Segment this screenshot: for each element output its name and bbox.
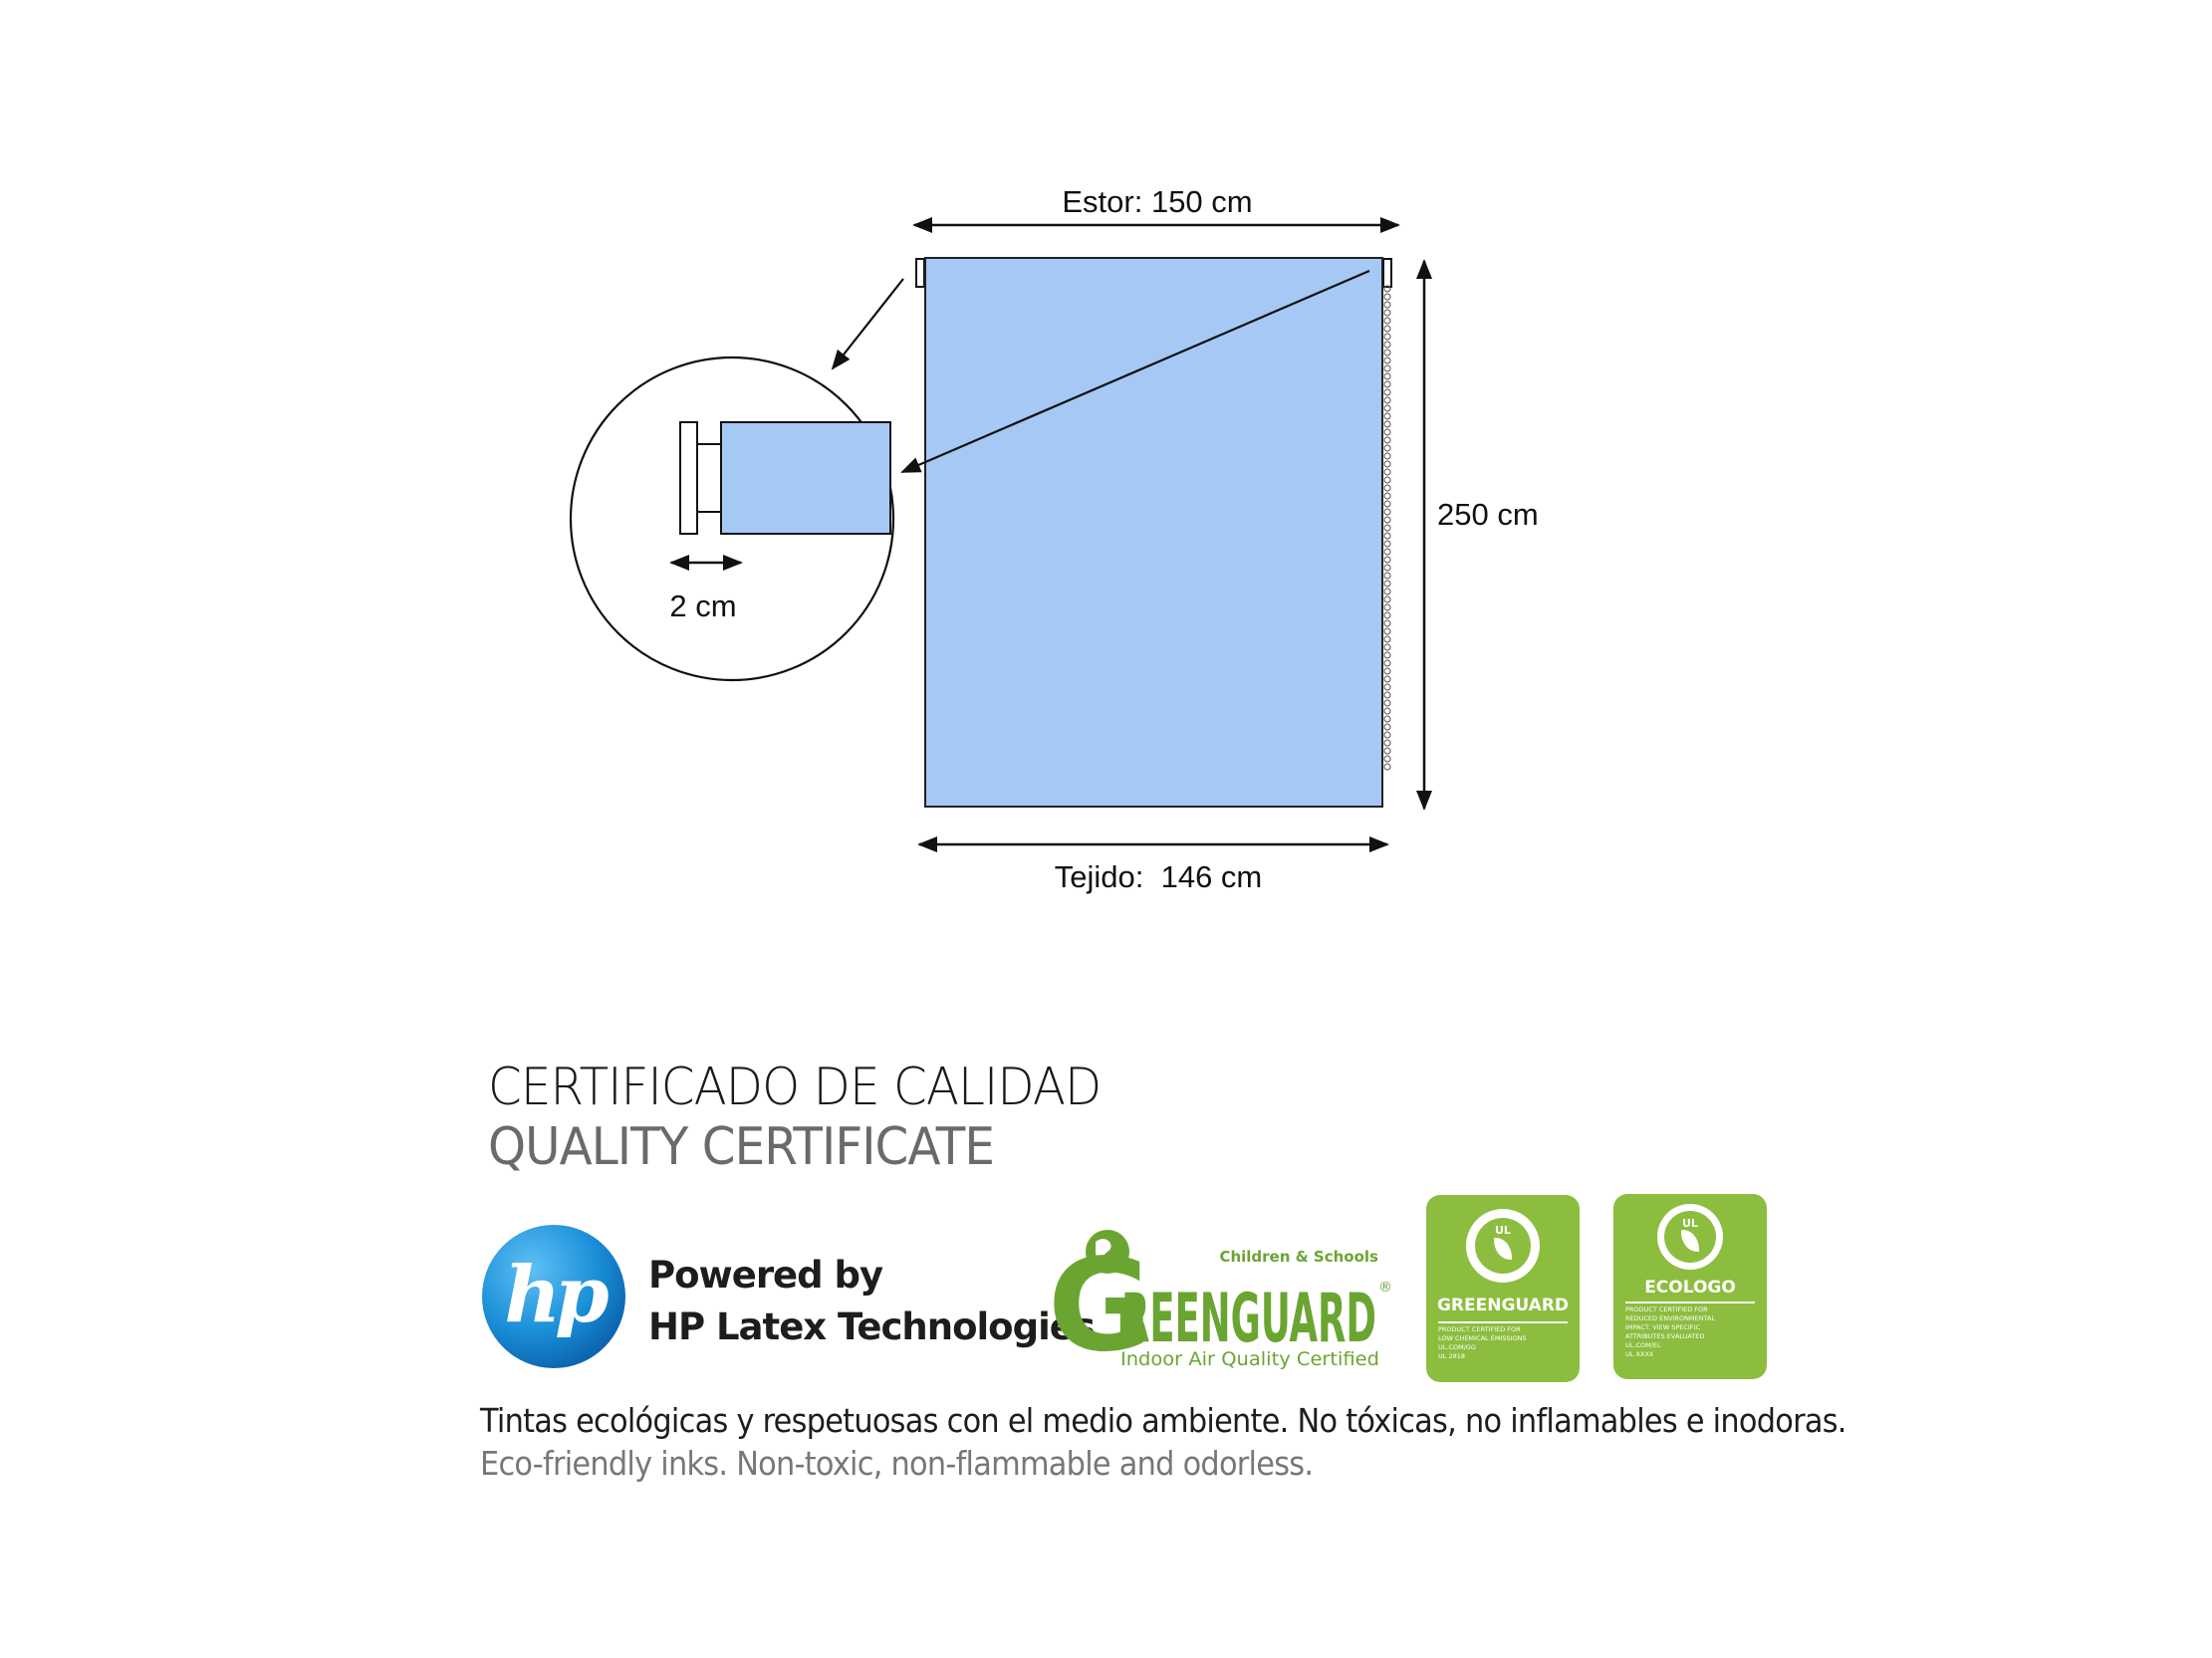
ul-greenguard-fine-print (1438, 1325, 1572, 1361)
hp-logo (481, 1224, 626, 1369)
fabric-panel (925, 258, 1382, 807)
fine-print-line: PRODUCT CERTIFIED FOR (1625, 1305, 1708, 1313)
chain-bead (1384, 596, 1390, 602)
chain-bead (1384, 708, 1390, 714)
chain-bead (1384, 644, 1390, 650)
greenguard-wordmark: REENGUARD (1121, 1280, 1376, 1358)
leaf-icon (1681, 1230, 1699, 1252)
chain-bead (1384, 581, 1390, 587)
chain-bead (1384, 405, 1390, 411)
leaf-icon (1494, 1238, 1512, 1260)
chain-bead (1384, 724, 1390, 730)
chain-bead (1384, 676, 1390, 682)
chain-bead (1384, 684, 1390, 690)
chain-bead (1384, 604, 1390, 610)
chain-bead (1384, 350, 1390, 355)
ul-greenguard-title: GREENGUARD (1436, 1296, 1570, 1315)
ul-ecologo-emblem (1657, 1204, 1723, 1270)
certificate-subtitle: QUALITY CERTIFICATE (488, 1117, 995, 1177)
chain-bead (1384, 517, 1390, 523)
chain-bead (1384, 469, 1390, 475)
right-bracket (1383, 259, 1391, 287)
chain-bead (1384, 573, 1390, 579)
chain-bead (1384, 342, 1390, 348)
chain-bead (1384, 334, 1390, 340)
chain-bead (1384, 357, 1390, 363)
chain-bead (1384, 302, 1390, 308)
chain-bead (1384, 660, 1390, 666)
chain-bead (1384, 373, 1390, 379)
ul-greenguard-mark: UL (1495, 1224, 1511, 1237)
chain-bead (1384, 294, 1390, 300)
estor-width-label: Estor: 150 cm (1062, 184, 1253, 219)
chain-bead (1384, 700, 1390, 706)
greenguard-bottom-text: Indoor Air Quality Certified (1120, 1348, 1379, 1370)
fine-print-line: UL.COM/GG (1438, 1343, 1476, 1351)
fine-print-line: LOW CHEMICAL EMISSIONS (1438, 1334, 1527, 1342)
chain-bead (1384, 732, 1390, 738)
left-bracket (916, 259, 924, 287)
ul-ecologo-badge (1613, 1194, 1767, 1379)
height-label: 250 cm (1437, 497, 1539, 532)
chain-bead (1384, 389, 1390, 395)
chain-bead (1384, 485, 1390, 491)
fine-print-line: ATTRIBUTES EVALUATED (1625, 1332, 1705, 1340)
chain-bead (1384, 365, 1390, 371)
pull-chain (1384, 286, 1390, 770)
chain-bead (1384, 533, 1390, 539)
chain-bead (1384, 477, 1390, 483)
chain-bead (1384, 445, 1390, 451)
eco-inks-text-en: Eco-friendly inks. Non-toxic, non-flammable and odorless. (480, 1444, 1314, 1483)
ul-ecologo-fine-print (1625, 1305, 1759, 1359)
chain-bead (1384, 381, 1390, 387)
fine-print-line: UL.COM/EL (1625, 1341, 1661, 1349)
chain-bead (1384, 748, 1390, 754)
greenguard-top-text: Children & Schools (1219, 1248, 1378, 1266)
chain-bead (1384, 421, 1390, 427)
hp-powered-by: Powered by (648, 1254, 883, 1297)
hp-powered-text (648, 1250, 1095, 1353)
detail-pointer-arrow (833, 279, 903, 368)
chain-bead (1384, 509, 1390, 515)
chain-bead (1384, 764, 1390, 770)
chain-bead (1384, 437, 1390, 443)
chain-bead (1384, 716, 1390, 722)
fine-print-line: REDUCED ENVIRONMENTAL (1625, 1314, 1716, 1322)
ul-ecologo-title: ECOLOGO (1644, 1278, 1736, 1298)
chain-bead (1384, 589, 1390, 594)
chain-bead (1384, 565, 1390, 571)
chain-bead (1384, 429, 1390, 435)
chain-bead (1384, 318, 1390, 324)
ul-greenguard-emblem (1466, 1209, 1540, 1283)
chain-bead (1384, 636, 1390, 642)
chain-bead (1384, 541, 1390, 547)
certificate-title: CERTIFICADO DE CALIDAD (488, 1058, 1102, 1117)
fine-print-line: UL 2818 (1438, 1352, 1465, 1360)
chain-bead (1384, 493, 1390, 499)
chain-bead (1384, 652, 1390, 658)
hp-latex-technologies: HP Latex Technologies (648, 1305, 1095, 1348)
greenguard-wordmark-initial: G (1048, 1232, 1153, 1380)
chain-bead (1384, 525, 1390, 531)
eco-inks-text-es: Tintas ecológicas y respetuosas con el medio ambiente. No tóxicas, no inflamables e inodoras. (480, 1401, 1846, 1440)
chain-bead (1384, 628, 1390, 634)
ul-greenguard-badge (1426, 1195, 1580, 1382)
chain-bead (1384, 756, 1390, 762)
hp-logo-text: hp (504, 1250, 604, 1340)
fine-print-line: IMPACT. VIEW SPECIFIC (1625, 1323, 1700, 1331)
greenguard-logo (1046, 1210, 1404, 1384)
bracket-offset-label: 2 cm (669, 589, 737, 623)
fine-print-line: PRODUCT CERTIFIED FOR (1438, 1325, 1521, 1333)
chain-bead (1384, 310, 1390, 316)
chain-bead (1384, 501, 1390, 507)
chain-bead (1384, 397, 1390, 403)
chain-bead (1384, 413, 1390, 419)
ul-ecologo-mark: UL (1682, 1217, 1698, 1230)
chain-bead (1384, 612, 1390, 618)
chain-bead (1384, 461, 1390, 467)
greenguard-registered-mark: ® (1378, 1280, 1392, 1296)
chain-bead (1384, 740, 1390, 746)
chain-bead (1384, 557, 1390, 563)
tejido-width-label: Tejido: 146 cm (1054, 859, 1263, 894)
chain-bead (1384, 453, 1390, 459)
fine-print-line: UL XXXX (1625, 1350, 1654, 1358)
chain-bead (1384, 692, 1390, 698)
chain-bead (1384, 549, 1390, 555)
chain-bead (1384, 620, 1390, 626)
chain-bead (1384, 326, 1390, 332)
chain-bead (1384, 668, 1390, 674)
